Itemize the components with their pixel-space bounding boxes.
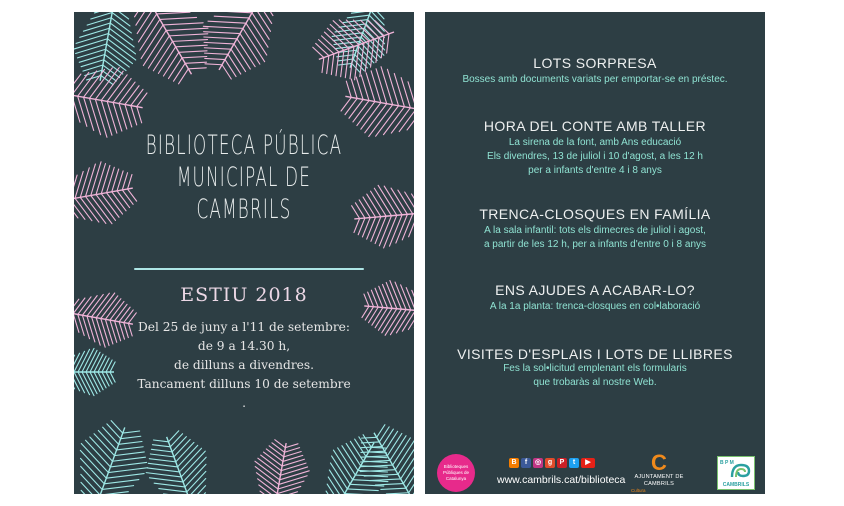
schedule-line: de 9 a 14.30 h,: [197, 339, 291, 353]
section-ens-ajudes: [425, 282, 765, 314]
website-link[interactable]: www.cambrils.cat/biblioteca: [497, 474, 626, 486]
biblioteques-publiques-logo[interactable]: Biblioteques Públiques de Catalunya: [437, 454, 475, 492]
pinterest-icon[interactable]: P: [557, 458, 567, 468]
palm-frond: [74, 68, 147, 138]
palm-frond: [255, 440, 309, 494]
section-line: Bosses amb documents variats per emportar-se en préstec.: [462, 74, 728, 85]
twitter-icon[interactable]: t: [569, 458, 579, 468]
section-line: a partir de les 12 h, per a infants d'entre 0 i 8 anys: [483, 239, 707, 250]
section-visites: [425, 346, 765, 390]
ajuntament-logo: [621, 452, 697, 493]
left-poster: [74, 12, 414, 494]
palm-frond: [360, 425, 414, 494]
goodreads-icon[interactable]: g: [545, 458, 555, 468]
bpm-wave-icon: [730, 461, 752, 479]
title-line: MUNICIPAL DE: [176, 162, 312, 193]
bpm-letters: B P M: [720, 460, 734, 466]
palm-frond: [341, 67, 414, 137]
palm-frond: [74, 12, 136, 85]
section-title: ENS AJUDES A ACABAR-LO?: [495, 282, 695, 298]
palm-frond: [352, 185, 414, 248]
palm-decoration: [74, 12, 414, 494]
schedule-line: .: [242, 396, 246, 410]
section-line: Fes la sol•licitud emplenant els formularis: [503, 363, 687, 374]
section-line: La sirena de la font, amb Ans educació: [508, 137, 682, 148]
section-line: que trobaràs al nostre Web.: [533, 377, 657, 388]
schedule-line: Tancament dilluns 10 de setembre: [137, 377, 351, 391]
palm-frond: [135, 12, 208, 84]
bpm-word: CAMBRILS: [722, 482, 750, 488]
section-line: Els divendres, 13 de juliol i 10 d'agost, a les 12 h: [487, 151, 703, 162]
schedule-line: de dilluns a divendres.: [174, 358, 314, 372]
section-title: LOTS SORPRESA: [533, 55, 657, 71]
schedule-details: [74, 318, 414, 413]
social-icons: [509, 458, 595, 468]
section-title: VISITES D'ESPLAIS I LOTS DE LLIBRES: [457, 346, 733, 362]
palm-frond: [74, 162, 137, 224]
palm-frond: [146, 431, 206, 494]
title-line: CAMBRILS: [196, 194, 292, 225]
blogger-icon[interactable]: B: [509, 458, 519, 468]
section-title: HORA DEL CONTE AMB TALLER: [483, 118, 707, 134]
ajuntament-mark: C: [651, 450, 667, 475]
ajuntament-sub: Cultura: [631, 488, 646, 493]
bpm-cambrils-logo: [717, 456, 755, 490]
section-line: A la 1a planta: trenca-closques en col•laboració: [489, 301, 701, 312]
footer: [425, 450, 765, 494]
divider-line: [134, 268, 364, 270]
ajuntament-name: AJUNTAMENT DE CAMBRILS: [634, 474, 684, 487]
section-line: per a infants d'entre 4 i 8 anys: [528, 165, 662, 176]
section-line: A la sala infantil: tots els dimecres de juliol i agost,: [484, 225, 706, 236]
section-hora-del-conte: [425, 118, 765, 178]
section-lots-sorpresa: [425, 55, 765, 87]
palm-frond: [203, 12, 273, 79]
schedule-line: Del 25 de juny a l'11 de setembre:: [137, 320, 350, 334]
poster-title: [139, 130, 350, 226]
facebook-icon[interactable]: f: [521, 458, 531, 468]
youtube-icon[interactable]: ▶: [581, 458, 595, 468]
poster-subtitle: ESTIU 2018: [180, 284, 308, 306]
section-trenca-closques: [425, 206, 765, 252]
instagram-icon[interactable]: ◎: [534, 459, 542, 466]
section-title: TRENCA-CLOSQUES EN FAMÍLIA: [479, 206, 711, 222]
title-line: BIBLIOTECA PÚBLICA: [145, 130, 343, 161]
right-poster: [425, 12, 765, 494]
palm-frond: [80, 421, 147, 494]
